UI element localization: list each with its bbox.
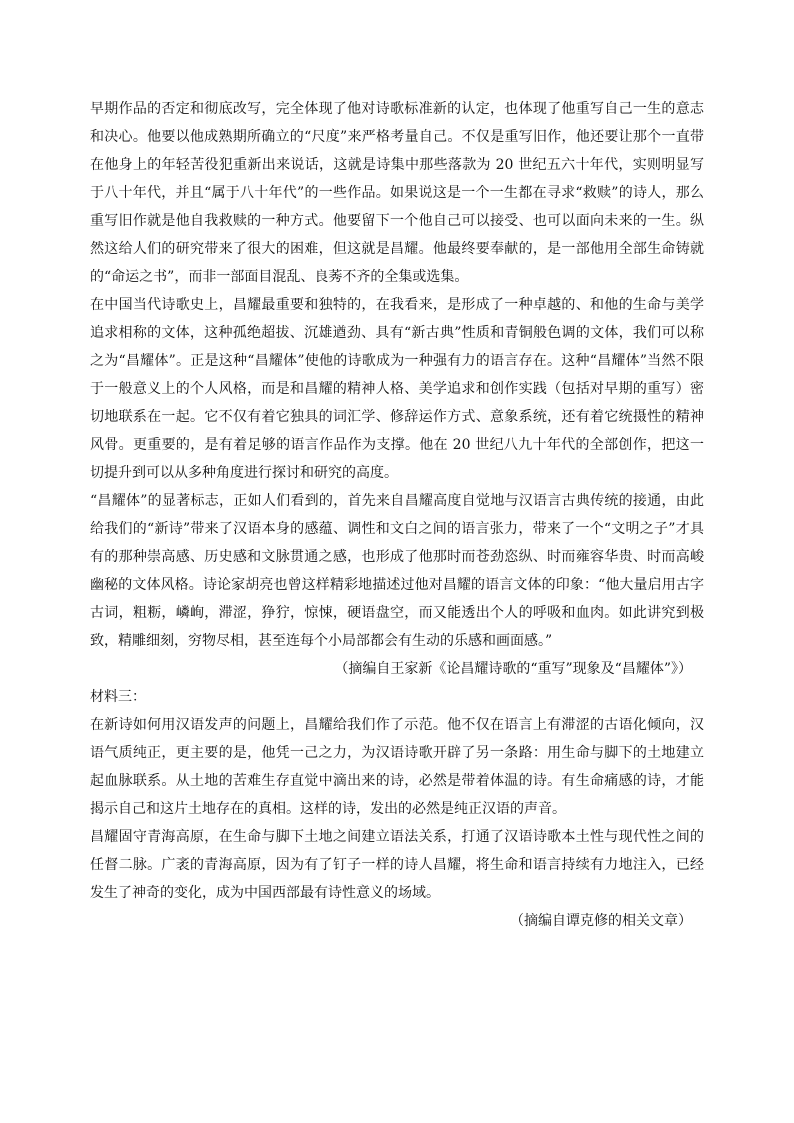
source-citation-1: （摘编自王家新《论昌耀诗歌的“重写”现象及“昌耀体”》） bbox=[334, 661, 692, 677]
article-body bbox=[90, 95, 704, 935]
material-three-label: 材料三： bbox=[90, 689, 146, 705]
paragraph-qinghai-plateau: 昌耀固守青海高原，在生命与脚下土地之间建立语法关系，打通了汉语诗歌本土性与现代性之间的任督二脉。广袤的青海高原，因为有了钉子一样的诗人昌耀，将生命和语言持续有力地注入，已经发生了神奇的变化，成为中国西部最有诗性意义的场域。 bbox=[90, 829, 704, 901]
paragraph-reconstruction: 早期作品的否定和彻底改写，完全体现了他对诗歌标准新的认定，也体现了他重写自己一生的意志和决心。他要以他成熟期所确立的“尺度”来严格考量自己。不仅是重写旧作，他还要让那个一直带在他身上的年轻苦役犯重新出来说话，这就是诗集中那些落款为 20 世纪五六十年代，实则明显写于八十年代，并且“属于八十年代”的一些作品。如果说这是一个一生都在寻求“救赎”的诗人，那么重写旧作就是他自我救赎的一种方式。他要留下一个他自己可以接受、也可以面向未来的一生。纵然这给人们的研究带来了很大的困难，但这就是昌耀。他最终要奉献的，是一部他用全部生命铸就的“命运之书”，而非一部面目混乱、良莠不齐的全集或选集。 bbox=[90, 101, 704, 285]
paragraph-style-marks: “昌耀体”的显著标志，正如人们看到的，首先来自昌耀高度自觉地与汉语言古典传统的接通，由此给我们的“新诗”带来了汉语本身的感蕴、调性和文白之间的语言张力，带来了一个“文明之子”才具有的那种崇高感、历史感和文脉贯通之感，也形成了他那时而苍劲恣纵、时而雍容华贵、时而高峻幽秘的文体风格。诗论家胡亮也曾这样精彩地描述过他对昌耀的语言文体的印象：“他大量启用古字古词，粗粝，嶙峋，滞涩，狰狞，惊悚，硬语盘空，而又能透出个人的呼吸和血肉。如此讲究到极致，精雕细刻，穷物尽相，甚至连每个小局部都会有生动的乐感和画面感。” bbox=[90, 493, 704, 649]
paragraph-changyao-style: 在中国当代诗歌史上，昌耀最重要和独特的，在我看来，是形成了一种卓越的、和他的生命与美学追求相称的文体，这种孤绝超拔、沉雄遒劲、具有“新古典”性质和青铜般色调的文体，我们可以称之为“昌耀体”。正是这种“昌耀体”使他的诗歌成为一种强有力的语言存在。这种“昌耀体”当然不限于一般意义上的个人风格，而是和昌耀的精神人格、美学追求和创作实践（包括对早期的重写）密切地联系在一起。它不仅有着它独具的词汇学、修辞运作方式、意象系统，还有着它统摄性的精神风骨。更重要的，是有着足够的语言作品作为支撑。他在 20 世纪八九十年代的全部创作，把这一切提升到可以从多种角度进行探讨和研究的高度。 bbox=[90, 297, 704, 481]
paragraph-chinese-voice: 在新诗如何用汉语发声的问题上，昌耀给我们作了示范。他不仅在语言上有滞涩的古语化倾向，汉语气质纯正，更主要的是，他凭一己之力，为汉语诗歌开辟了另一条路：用生命与脚下的土地建立起血脉联系。从土地的苦难生存直觉中滴出来的诗，必然是带着体温的诗。有生命痛感的诗，才能揭示自己和这片土地存在的真相。这样的诗，发出的必然是纯正汉语的声音。 bbox=[90, 717, 704, 817]
source-citation-2: （摘编自谭克修的相关文章） bbox=[510, 913, 692, 929]
